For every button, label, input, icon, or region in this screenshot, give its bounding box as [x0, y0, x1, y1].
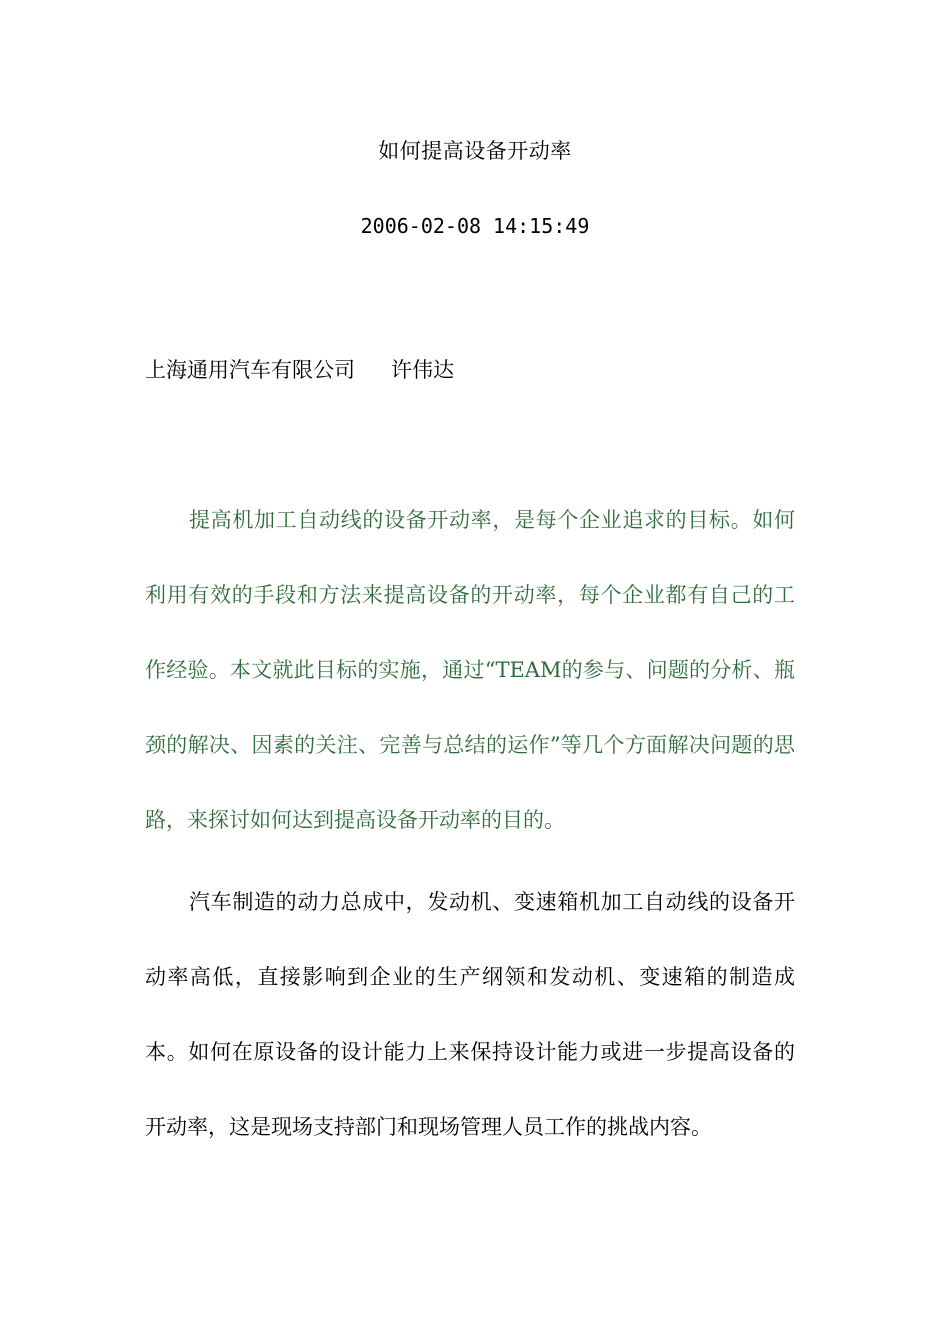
author-name: 许伟达: [391, 358, 454, 382]
document-title: 如何提高设备开动率: [378, 139, 572, 163]
author-line: [145, 355, 454, 385]
publish-datetime: 2006-02-08 14:15:49: [360, 214, 590, 238]
abstract-paragraph: 提高机加工自动线的设备开动率，是每个企业追求的目标。如何利用有效的手段和方法来提高设备的开动率，每个企业都有自己的工作经验。本文就此目标的实施，通过“TEAM的参与、问题的分析、瓶颈的解决、因素的关注、完善与总结的运作”等几个方面解决问题的思路，来探讨如何达到提高设备开动率的目的。: [145, 508, 795, 832]
body-paragraph: 汽车制造的动力总成中，发动机、变速箱机加工自动线的设备开动率高低，直接影响到企业的生产纲领和发动机、变速箱的制造成本。如何在原设备的设计能力上来保持设计能力或进一步提高设备的开动率，这是现场支持部门和现场管理人员工作的挑战内容。: [145, 890, 795, 1139]
company-name: 上海通用汽车有限公司: [145, 358, 355, 382]
